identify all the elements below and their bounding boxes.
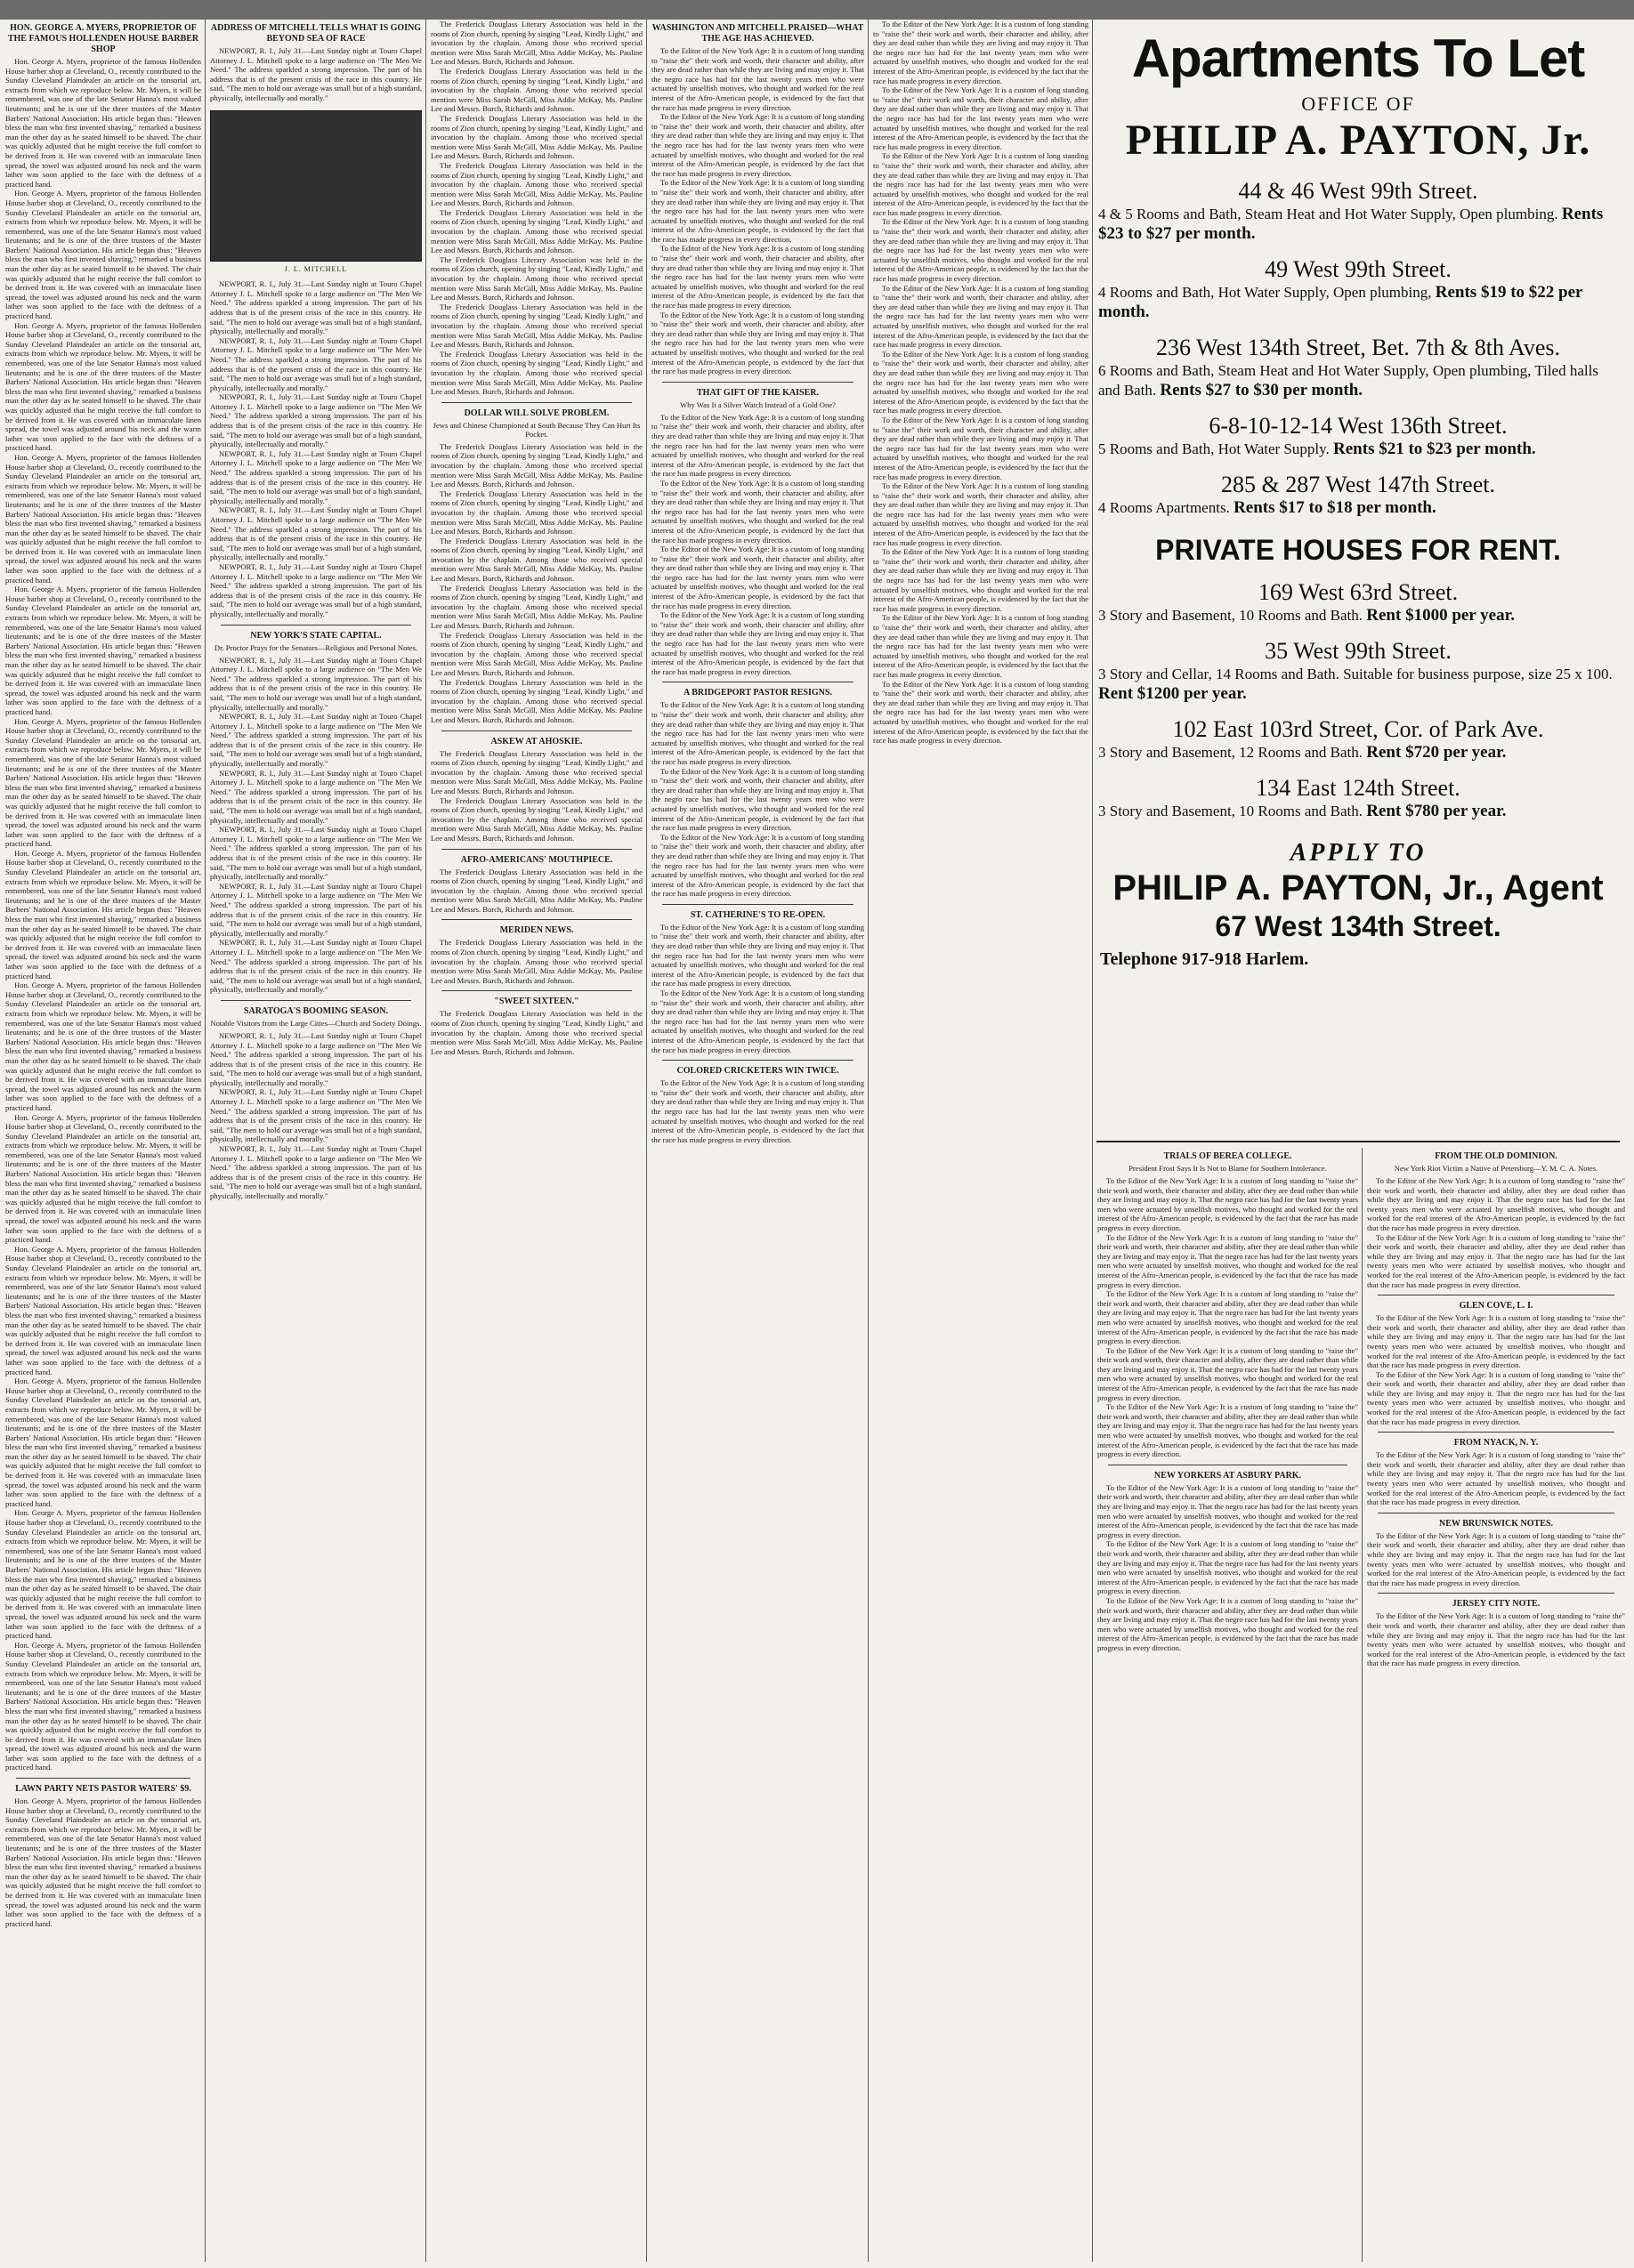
listing-detail xyxy=(1096,606,1620,626)
article-headline: THAT GIFT OF THE KAISER. xyxy=(697,387,819,398)
article-body-continued: Hon. George A. Myers, proprietor of the famous Hollenden House barber shop at Cleveland, O., recently contributed to the Sunday Cleveland Plaindealer an article on the tonsorial art, extracts from which we reproduce below. Mr. Myers, it will be remembered, was one of the late Senator Hanna's most valued lieutenants; and he is one of the three trustees of the Master Barbers' National Association. His article began thus: "Heaven bless the man who first invented shaving," remarked a business man the other day as he seated himself to be shaved. The chair was quickly adjusted that he might receive the full comfort to be derived from it. He was covered with an immaculate linen spread, the towel was adjusted around his neck and the warm lather was soon applied to the face with the deftness of a practiced hand. xyxy=(5,189,201,321)
article-body-continued: To the Editor of the New York Age: It is a custom of long standing to "raise the" their work and worth, their character and ability, after they are dead rather than while they are living and may enjoy it. That the negro race has had for the last twenty years men who were actuated by unselfish motives, who thought and worked for the real interest of the Afro-American people, is evidenced by the fact that the race has made progress in every direction. xyxy=(873,613,1088,679)
article-body-continued: NEWPORT, R. I., July 31.—Last Sunday night at Touro Chapel Attorney J. L. Mitchell spoke to a large audience on "The Men We Need." The address sparkled a strong impression. The part of his address that is of the present crisis of the race in this country. He said, "The men to hold our average was small but of a high standard, physically, intellectually and morally." xyxy=(210,768,422,825)
article-body-continued: NEWPORT, R. I., July 31.—Last Sunday night at Touro Chapel Attorney J. L. Mitchell spoke to a large audience on "The Men We Need." The address sparkled a strong impression. The part of his address that is of the present crisis of the race in this country. He said, "The men to hold our average was small but of a high standard, physically, intellectually and morally." xyxy=(210,825,422,882)
article-body-continued: The Frederick Douglass Literary Association was held in the rooms of Zion church, opening by singing "Lead, Kindly Light," and invocation by the chaplain. Among those who received special mention were Miss Sarah McGill, Miss Addie McKay, Ms. Pauline Lee and Messrs. Burch, Richards and Johnson. xyxy=(431,113,643,161)
article-body-continued: Hon. George A. Myers, proprietor of the famous Hollenden House barber shop at Cleveland, O., recently contributed to the Sunday Cleveland Plaindealer an article on the tonsorial art, extracts from which we reproduce below. Mr. Myers, it will be remembered, was one of the late Senator Hanna's most valued lieutenants; and he is one of the three trustees of the Master Barbers' National Association. His article began thus: "Heaven bless the man who first invented shaving," remarked a business man the other day as he seated himself to be shaved. The chair was quickly adjusted that he might receive the full comfort to be derived from it. He was covered with an immaculate linen spread, the towel was adjusted around his neck and the warm lather was soon applied to the face with the deftness of a practiced hand. xyxy=(5,981,201,1112)
column-rule xyxy=(646,20,647,2262)
listing-address: 134 East 124th Street. xyxy=(1256,775,1460,801)
article-headline: AFRO-AMERICANS' MOUTHPIECE. xyxy=(460,854,613,865)
listing-description: 4 Rooms Apartments. xyxy=(1098,499,1230,516)
article-body-continued: NEWPORT, R. I., July 31.—Last Sunday night at Touro Chapel Attorney J. L. Mitchell spoke to a large audience on "The Men We Need." The address sparkled a strong impression. The part of his address that is of the present crisis of the race in this country. He said, "The men to hold our average was small but of a high standard, physically, intellectually and morally." xyxy=(210,1087,422,1144)
article-headline: JERSEY CITY NOTE. xyxy=(1452,1599,1541,1610)
house-listing xyxy=(1096,775,1620,821)
article-body: To the Editor of the New York Age: It is a custom of long standing to "raise the" their work and worth, their character and ability, after they are dead rather than while they are living and may enjoy it. That the negro race has had for the last twenty years men who were actuated by unselfish motives, who thought and worked for the real interest of the Afro-American people, is evidenced by the fact that the race has made progress in every direction. xyxy=(1367,1313,1625,1370)
article-body-continued: The Frederick Douglass Literary Association was held in the rooms of Zion church, opening by singing "Lead, Kindly Light," and invocation by the chaplain. Among those who received special mention were Miss Sarah McGill, Miss Addie McKay, Ms. Pauline Lee and Messrs. Burch, Richards and Johnson. xyxy=(431,254,643,303)
listing-description: 3 Story and Basement, 12 Rooms and Bath. xyxy=(1098,744,1363,761)
article-headline: NEW YORKERS AT ASBURY PARK. xyxy=(1153,1470,1302,1481)
private-houses-heading: PRIVATE HOUSES FOR RENT. xyxy=(1155,534,1561,566)
article-body-continued: The Frederick Douglass Literary Association was held in the rooms of Zion church, opening by singing "Lead, Kindly Light," and invocation by the chaplain. Among those who received special mention were Miss Sarah McGill, Miss Addie McKay, Ms. Pauline Lee and Messrs. Burch, Richards and Johnson. xyxy=(431,349,643,397)
listing-rent: Rents $17 to $18 per month. xyxy=(1234,498,1436,517)
article-body-continued: To the Editor of the New York Age: It is a custom of long standing to "raise the" their work and worth, their character and ability, after they are dead rather than while they are living and may enjoy it. That the negro race has had for the last twenty years men who were actuated by unselfish motives, who thought and worked for the real interest of the Afro-American people, is evidenced by the fact that the race has made progress in every direction. xyxy=(1097,1232,1358,1289)
apartments-advertisement xyxy=(1096,20,1620,1141)
article-body-continued: The Frederick Douglass Literary Association was held in the rooms of Zion church, opening by singing "Lead, Kindly Light," and invocation by the chaplain. Among those who received special mention were Miss Sarah McGill, Miss Addie McKay, Ms. Pauline Lee and Messrs. Burch, Richards and Johnson. xyxy=(431,795,643,843)
ad-title: Apartments To Let xyxy=(1131,28,1585,88)
article-body: To the Editor of the New York Age: It is a custom of long standing to "raise the" their work and worth, their character and ability, after they are dead rather than while they are living and may enjoy it. That the negro race has had for the last twenty years men who were actuated by unselfish motives, who thought and worked for the real interest of the Afro-American people, is evidenced by the fact that the race has made progress in every direction. xyxy=(651,922,864,989)
column-3 xyxy=(431,20,643,2262)
listing-description: 3 Story and Cellar, 14 Rooms and Bath. Suitable for business purpose, size 25 x 100. xyxy=(1098,666,1613,682)
apartment-listing xyxy=(1096,178,1620,244)
photo-caption: J. L. MITCHELL xyxy=(284,264,348,273)
section-divider xyxy=(221,1000,411,1001)
article-body-continued: To the Editor of the New York Age: It is a custom of long standing to "raise the" their work and worth, their character and ability, after they are dead rather than while they are living and may enjoy it. That the negro race has had for the last twenty years men who were actuated by unselfish motives, who thought and worked for the real interest of the Afro-American people, is evidenced by the fact that the race has made progress in every direction. xyxy=(1097,1402,1358,1459)
article-body-continued: To the Editor of the New York Age: It is a custom of long standing to "raise the" their work and worth, their character and ability, after they are dead rather than while they are living and may enjoy it. That the negro race has had for the last twenty years men who were actuated by unselfish motives, who thought and worked for the real interest of the Afro-American people, is evidenced by the fact that the race has made progress in every direction. xyxy=(1367,1232,1625,1289)
article-body-continued: To the Editor of the New York Age: It is a custom of long standing to "raise the" their work and worth, their character and ability, after they are dead rather than while they are living and may enjoy it. That the negro race has had for the last twenty years men who were actuated by unselfish motives, who thought and worked for the real interest of the Afro-American people, is evidenced by the fact that the race has made progress in every direction. xyxy=(651,766,864,833)
article-body-continued: To the Editor of the New York Age: It is a custom of long standing to "raise the" their work and worth, their character and ability, after they are dead rather than while they are living and may enjoy it. That the negro race has had for the last twenty years men who were actuated by unselfish motives, who thought and worked for the real interest of the Afro-American people, is evidenced by the fact that the race has made progress in every direction. xyxy=(1367,1369,1625,1426)
article-body-continued: The Frederick Douglass Literary Association was held in the rooms of Zion church, opening by singing "Lead, Kindly Light," and invocation by the chaplain. Among those who received special mention were Miss Sarah McGill, Miss Addie McKay, Ms. Pauline Lee and Messrs. Burch, Richards and Johnson. xyxy=(431,677,643,724)
article-headline: MERIDEN NEWS. xyxy=(499,925,574,936)
article-body-continued: To the Editor of the New York Age: It is a custom of long standing to "raise the" their work and worth, their character and ability, after they are dead rather than while they are living and may enjoy it. That the negro race has had for the last twenty years men who were actuated by unselfish motives, who thought and worked for the real interest of the Afro-American people, is evidenced by the fact that the race has made progress in every direction. xyxy=(873,481,1088,547)
article-body: To the Editor of the New York Age: It is a custom of long standing to "raise the" their work and worth, their character and ability, after they are dead rather than while they are living and may enjoy it. That the negro race has had for the last twenty years men who were actuated by unselfish motives, who thought and worked for the real interest of the Afro-American people, is evidenced by the fact that the race has made progress in every direction. xyxy=(1367,1530,1625,1587)
article-body-continued: Hon. George A. Myers, proprietor of the famous Hollenden House barber shop at Cleveland, O., recently contributed to the Sunday Cleveland Plaindealer an article on the tonsorial art, extracts from which we reproduce below. Mr. Myers, it will be remembered, was one of the late Senator Hanna's most valued lieutenants; and he is one of the three trustees of the Master Barbers' National Association. His article began thus: "Heaven bless the man who first invented shaving," remarked a business man the other day as he seated himself to be shaved. The chair was quickly adjusted that he might receive the full comfort to be derived from it. He was covered with an immaculate linen spread, the towel was adjusted around his neck and the warm lather was soon applied to the face with the deftness of a practiced hand. xyxy=(5,716,201,849)
article-headline: HON. GEORGE A. MYERS, PROPRIETOR OF THE FAMOUS HOLLENDEN HOUSE BARBER SHOP xyxy=(7,23,199,54)
article-body-continued: NEWPORT, R. I., July 31.—Last Sunday night at Touro Chapel Attorney J. L. Mitchell spoke to a large audience on "The Men We Need." The address sparkled a strong impression. The part of his address that is of the present crisis of the race in this country. He said, "The men to hold our average was small but of a high standard, physically, intellectually and morally." xyxy=(210,1144,422,1200)
house-listing xyxy=(1096,638,1620,704)
article-body-continued: Hon. George A. Myers, proprietor of the famous Hollenden House barber shop at Cleveland, O., recently contributed to the Sunday Cleveland Plaindealer an article on the tonsorial art, extracts from which we reproduce below. Mr. Myers, it will be remembered, was one of the late Senator Hanna's most valued lieutenants; and he is one of the three trustees of the Master Barbers' National Association. His article began thus: "Heaven bless the man who first invented shaving," remarked a business man the other day as he seated himself to be shaved. The chair was quickly adjusted that he might receive the full comfort to be derived from it. He was covered with an immaculate linen spread, the towel was adjusted around his neck and the warm lather was soon applied to the face with the deftness of a practiced hand. xyxy=(5,1376,201,1508)
article-body-continued: To the Editor of the New York Age: It is a custom of long standing to "raise the" their work and worth, their character and ability, after they are dead rather than while they are living and may enjoy it. That the negro race has had for the last twenty years men who were actuated by unselfish motives, who thought and worked for the real interest of the Afro-American people, is evidenced by the fact that the race has made progress in every direction. xyxy=(651,545,864,610)
article-body-continued: The Frederick Douglass Literary Association was held in the rooms of Zion church, opening by singing "Lead, Kindly Light," and invocation by the chaplain. Among those who received special mention were Miss Sarah McGill, Miss Addie McKay, Ms. Pauline Lee and Messrs. Burch, Richards and Johnson. xyxy=(431,302,643,350)
page-header-strip xyxy=(0,0,1634,20)
article-body: The Frederick Douglass Literary Association was held in the rooms of Zion church, opening by singing "Lead, Kindly Light," and invocation by the chaplain. Among those who received special mention were Miss Sarah McGill, Miss Addie McKay, Ms. Pauline Lee and Messrs. Burch, Richards and Johnson. xyxy=(431,441,643,489)
listing-description: 4 & 5 Rooms and Bath, Steam Heat and Hot Water Supply, Open plumbing. xyxy=(1098,206,1558,222)
listing-description: 4 Rooms and Bath, Hot Water Supply, Open plumbing, xyxy=(1098,284,1432,301)
article-headline: COLORED CRICKETERS WIN TWICE. xyxy=(676,1066,839,1077)
listing-rent: Rent $1000 per year. xyxy=(1366,606,1516,625)
article-body: To the Editor of the New York Age: It is a custom of long standing to "raise the" their work and worth, their character and ability, after they are dead rather than while they are living and may enjoy it. That the negro race has had for the last twenty years men who were actuated by unselfish motives, who thought and worked for the real interest of the Afro-American people, is evidenced by the fact that the race has made progress in every direction. xyxy=(1367,1450,1625,1507)
article-body: To the Editor of the New York Age: It is a custom of long standing to "raise the" their work and worth, their character and ability, after they are dead rather than while they are living and may enjoy it. That the negro race has had for the last twenty years men who were actuated by unselfish motives, who thought and worked for the real interest of the Afro-American people, is evidenced by the fact that the race has made progress in every direction. xyxy=(651,412,864,479)
article-headline: "SWEET SIXTEEN." xyxy=(494,997,579,1007)
section-divider xyxy=(1378,1432,1614,1433)
article-body-continued: To the Editor of the New York Age: It is a custom of long standing to "raise the" their work and worth, their character and ability, after they are dead rather than while they are living and may enjoy it. That the negro race has had for the last twenty years men who were actuated by unselfish motives, who thought and worked for the real interest of the Afro-American people, is evidenced by the fact that the race has made progress in every direction. xyxy=(651,832,864,899)
listing-description: 3 Story and Basement, 10 Rooms and Bath. xyxy=(1098,803,1363,819)
agent-telephone: Telephone 917-918 Harlem. xyxy=(1100,949,1309,969)
column-4 xyxy=(651,20,864,2262)
article-headline: ADDRESS OF MITCHELL TELLS WHAT IS GOING BEYOND SEA OF RACE xyxy=(210,23,422,44)
section-divider xyxy=(441,402,632,403)
ad-office-label: OFFICE OF xyxy=(1301,93,1415,115)
column-rule xyxy=(868,20,869,2262)
article-body-continued: To the Editor of the New York Age: It is a custom of long standing to "raise the" their work and worth, their character and ability, after they are dead rather than while they are living and may enjoy it. That the negro race has had for the last twenty years men who were actuated by unselfish motives, who thought and worked for the real interest of the Afro-American people, is evidenced by the fact that the race has made progress in every direction. xyxy=(873,349,1088,416)
article-subhead: Why Was It a Silver Watch Instead of a Gold One? xyxy=(680,400,836,409)
listing-address: 35 West 99th Street. xyxy=(1265,638,1452,664)
article-subhead: Notable Visitors from the Large Cities—Church and Society Doings. xyxy=(210,1018,422,1028)
article-body-continued: To the Editor of the New York Age: It is a custom of long standing to "raise the" their work and worth, their character and ability, after they are dead rather than while they are living and may enjoy it. That the negro race has had for the last twenty years men who were actuated by unselfish motives, who thought and worked for the real interest of the Afro-American people, is evidenced by the fact that the race has made progress in every direction. xyxy=(651,610,864,676)
article-body-continued: NEWPORT, R. I., July 31.—Last Sunday night at Touro Chapel Attorney J. L. Mitchell spoke to a large audience on "The Men We Need." The address sparkled a strong impression. The part of his address that is of the present crisis of the race in this country. He said, "The men to hold our average was small but of a high standard, physically, intellectually and morally." xyxy=(210,335,422,392)
article-headline: WASHINGTON AND MITCHELL PRAISED—WHAT THE AGE HAS ACHIEVED. xyxy=(651,23,864,44)
ad-agent-name: PHILIP A. PAYTON, Jr. xyxy=(1125,117,1591,164)
listing-rent: Rent $1200 per year. xyxy=(1098,684,1247,703)
apartment-listing xyxy=(1096,413,1620,459)
article-body: To the Editor of the New York Age: It is a custom of long standing to "raise the" their work and worth, their character and ability, after they are dead rather than while they are living and may enjoy it. That the negro race has had for the last twenty years men who were actuated by unselfish motives, who thought and worked for the real interest of the Afro-American people, is evidenced by the fact that the race has made progress in every direction. xyxy=(1097,1482,1358,1539)
article-body-continued: The Frederick Douglass Literary Association was held in the rooms of Zion church, opening by singing "Lead, Kindly Light," and invocation by the chaplain. Among those who received special mention were Miss Sarah McGill, Miss Addie McKay, Ms. Pauline Lee and Messrs. Burch, Richards and Johnson. xyxy=(431,160,643,208)
article-body-continued: To the Editor of the New York Age: It is a custom of long standing to "raise the" their work and worth, their character and ability, after they are dead rather than while they are living and may enjoy it. That the negro race has had for the last twenty years men who were actuated by unselfish motives, who thought and worked for the real interest of the Afro-American people, is evidenced by the fact that the race has made progress in every direction. xyxy=(873,151,1088,217)
listing-detail xyxy=(1096,440,1620,459)
article-body-continued: To the Editor of the New York Age: It is a custom of long standing to "raise the" their work and worth, their character and ability, after they are dead rather than while they are living and may enjoy it. That the negro race has had for the last twenty years men who were actuated by unselfish motives, who thought and worked for the real interest of the Afro-American people, is evidenced by the fact that the race has made progress in every direction. xyxy=(873,415,1088,481)
article-body-continued: NEWPORT, R. I., July 31.—Last Sunday night at Touro Chapel Attorney J. L. Mitchell spoke to a large audience on "The Men We Need." The address sparkled a strong impression. The part of his address that is of the present crisis of the race in this country. He said, "The men to hold our average was small but of a high standard, physically, intellectually and morally." xyxy=(210,392,422,449)
article-headline: NEW BRUNSWICK NOTES. xyxy=(1439,1518,1553,1529)
listing-address: 102 East 103rd Street, Cor. of Park Ave. xyxy=(1172,716,1544,742)
article-body-continued: To the Editor of the New York Age: It is a custom of long standing to "raise the" their work and worth, their character and ability, after they are dead rather than while they are living and may enjoy it. That the negro race has had for the last twenty years men who were actuated by unselfish motives, who thought and worked for the real interest of the Afro-American people, is evidenced by the fact that the race has made progress in every direction. xyxy=(873,283,1088,350)
article-headline: FROM NYACK, N. Y. xyxy=(1453,1438,1539,1449)
article-body-continued: NEWPORT, R. I., July 31.—Last Sunday night at Touro Chapel Attorney J. L. Mitchell spoke to a large audience on "The Men We Need." The address sparkled a strong impression. The part of his address that is of the present crisis of the race in this country. He said, "The men to hold our average was small but of a high standard, physically, intellectually and morally." xyxy=(210,938,422,995)
article-body: To the Editor of the New York Age: It is a custom of long standing to "raise the" their work and worth, their character and ability, after they are dead rather than while they are living and may enjoy it. That the negro race has had for the last twenty years men who were actuated by unselfish motives, who thought and worked for the real interest of the Afro-American people, is evidenced by the fact that the race has made progress in every direction. xyxy=(651,700,864,766)
article-body-continued: To the Editor of the New York Age: It is a custom of long standing to "raise the" their work and worth, their character and ability, after they are dead rather than while they are living and may enjoy it. That the negro race has had for the last twenty years men who were actuated by unselfish motives, who thought and worked for the real interest of the Afro-American people, is evidenced by the fact that the race has made progress in every direction. xyxy=(651,310,864,376)
apartment-listing xyxy=(1096,472,1620,518)
article-body-continued: NEWPORT, R. I., July 31.—Last Sunday night at Touro Chapel Attorney J. L. Mitchell spoke to a large audience on "The Men We Need." The address sparkled a strong impression. The part of his address that is of the present crisis of the race in this country. He said, "The men to hold our average was small but of a high standard, physically, intellectually and morally." xyxy=(210,448,422,505)
section-divider xyxy=(441,730,632,731)
column-5 xyxy=(873,20,1088,2262)
section-divider xyxy=(221,625,411,626)
article-subhead: Jews and Chinese Championed at South Because They Can Hurt Its Pocket. xyxy=(433,420,641,439)
portrait-photo xyxy=(210,110,422,262)
section-divider xyxy=(441,919,632,920)
section-divider xyxy=(441,849,632,850)
article-headline: DOLLAR WILL SOLVE PROBLEM. xyxy=(464,408,610,418)
section-divider xyxy=(16,1778,190,1779)
listing-rent: Rents $27 to $30 per month. xyxy=(1160,381,1363,400)
article-body: To the Editor of the New York Age: It is a custom of long standing to "raise the" their work and worth, their character and ability, after they are dead rather than while they are living and may enjoy it. That the negro race has had for the last twenty years men who were actuated by unselfish motives, who thought and worked for the real interest of the Afro-American people, is evidenced by the fact that the race has made progress in every direction. xyxy=(1367,1176,1625,1232)
section-divider xyxy=(662,904,853,905)
listing-address: 6-8-10-12-14 West 136th Street. xyxy=(1209,413,1508,439)
article-body-continued: To the Editor of the New York Age: It is a custom of long standing to "raise the" their work and worth, their character and ability, after they are dead rather than while they are living and may enjoy it. That the negro race has had for the last twenty years men who were actuated by unselfish motives, who thought and worked for the real interest of the Afro-American people, is evidenced by the fact that the race has made progress in every direction. xyxy=(873,85,1088,151)
article-body-continued: To the Editor of the New York Age: It is a custom of long standing to "raise the" their work and worth, their character and ability, after they are dead rather than while they are living and may enjoy it. That the negro race has had for the last twenty years men who were actuated by unselfish motives, who thought and worked for the real interest of the Afro-American people, is evidenced by the fact that the race has made progress in every direction. xyxy=(1097,1289,1358,1346)
article-body-continued: The Frederick Douglass Literary Association was held in the rooms of Zion church, opening by singing "Lead, Kindly Light," and invocation by the chaplain. Among those who received special mention were Miss Sarah McGill, Miss Addie McKay, Ms. Pauline Lee and Messrs. Burch, Richards and Johnson. xyxy=(431,630,643,677)
article-subhead: President Frost Says It Is Not to Blame for Southern Intolerance. xyxy=(1128,1164,1327,1173)
article-body-continued: NEWPORT, R. I., July 31.—Last Sunday night at Touro Chapel Attorney J. L. Mitchell spoke to a large audience on "The Men We Need." The address sparkled a strong impression. The part of his address that is of the present crisis of the race in this country. He said, "The men to hold our average was small but of a high standard, physically, intellectually and morally." xyxy=(210,279,422,336)
section-divider xyxy=(441,990,632,991)
listing-detail xyxy=(1096,283,1620,322)
article-headline: SARATOGA'S BOOMING SEASON. xyxy=(243,1005,389,1016)
article-headline: ASKEW AT AHOSKIE. xyxy=(490,736,583,747)
article-body-continued: To the Editor of the New York Age: It is a custom of long standing to "raise the" their work and worth, their character and ability, after they are dead rather than while they are living and may enjoy it. That the negro race has had for the last twenty years men who were actuated by unselfish motives, who thought and worked for the real interest of the Afro-American people, is evidenced by the fact that the race has made progress in every direction. xyxy=(873,547,1088,613)
article-body-continued: Hon. George A. Myers, proprietor of the famous Hollenden House barber shop at Cleveland, O., recently contributed to the Sunday Cleveland Plaindealer an article on the tonsorial art, extracts from which we reproduce below. Mr. Myers, it will be remembered, was one of the late Senator Hanna's most valued lieutenants; and he is one of the three trustees of the Master Barbers' National Association. His article began thus: "Heaven bless the man who first invented shaving," remarked a business man the other day as he seated himself to be shaved. The chair was quickly adjusted that he might receive the full comfort to be derived from it. He was covered with an immaculate linen spread, the towel was adjusted around his neck and the warm lather was soon applied to the face with the deftness of a practiced hand. xyxy=(5,1640,201,1772)
listing-description: 6 Rooms and Bath, Steam Heat and Hot Water Supply, Open plumbing, Tiled halls and Bath. xyxy=(1098,362,1598,399)
article-body-continued: To the Editor of the New York Age: It is a custom of long standing to "raise the" their work and worth, their character and ability, after they are dead rather than while they are living and may enjoy it. That the negro race has had for the last twenty years men who were actuated by unselfish motives, who thought and worked for the real interest of the Afro-American people, is evidenced by the fact that the race has made progress in every direction. xyxy=(1097,1595,1358,1652)
article-body-continued: Hon. George A. Myers, proprietor of the famous Hollenden House barber shop at Cleveland, O., recently contributed to the Sunday Cleveland Plaindealer an article on the tonsorial art, extracts from which we reproduce below. Mr. Myers, it will be remembered, was one of the late Senator Hanna's most valued lieutenants; and he is one of the three trustees of the Master Barbers' National Association. His article began thus: "Heaven bless the man who first invented shaving," remarked a business man the other day as he seated himself to be shaved. The chair was quickly adjusted that he might receive the full comfort to be derived from it. He was covered with an immaculate linen spread, the towel was adjusted around his neck and the warm lather was soon applied to the face with the deftness of a practiced hand. xyxy=(5,848,201,981)
article-body-continued: To the Editor of the New York Age: It is a custom of long standing to "raise the" their work and worth, their character and ability, after they are dead rather than while they are living and may enjoy it. That the negro race has had for the last twenty years men who were actuated by unselfish motives, who thought and worked for the real interest of the Afro-American people, is evidenced by the fact that the race has made progress in every direction. xyxy=(873,217,1088,284)
listing-address: 169 West 63rd Street. xyxy=(1258,579,1459,605)
article-body: NEWPORT, R. I., July 31.—Last Sunday night at Touro Chapel Attorney J. L. Mitchell spoke to a large audience on "The Men We Need." The address sparkled a strong impression. The part of his address that is of the present crisis of the race in this country. He said, "The men to hold our average was small but of a high standard, physically, intellectually and morally." xyxy=(210,1030,422,1087)
article-headline: TRIALS OF BEREA COLLEGE. xyxy=(1163,1151,1292,1161)
article-body: NEWPORT, R. I., July 31.—Last Sunday night at Touro Chapel Attorney J. L. Mitchell spoke to a large audience on "The Men We Need." The address sparkled a strong impression. The part of his address that is of the present crisis of the race in this country. He said, "The men to hold our average was small but of a high standard, physically, intellectually and morally." xyxy=(210,655,422,712)
article-body-continued: The Frederick Douglass Literary Association was held in the rooms of Zion church, opening by singing "Lead, Kindly Light," and invocation by the chaplain. Among those who received special mention were Miss Sarah McGill, Miss Addie McKay, Ms. Pauline Lee and Messrs. Burch, Richards and Johnson. xyxy=(431,207,643,255)
article-body-continued: NEWPORT, R. I., July 31.—Last Sunday night at Touro Chapel Attorney J. L. Mitchell spoke to a large audience on "The Men We Need." The address sparkled a strong impression. The part of his address that is of the present crisis of the race in this country. He said, "The men to hold our average was small but of a high standard, physically, intellectually and morally." xyxy=(210,881,422,938)
article-headline: NEW YORK'S STATE CAPITAL. xyxy=(250,630,382,641)
article-headline: FROM THE OLD DOMINION. xyxy=(1435,1151,1557,1161)
column-7 xyxy=(1367,1148,1625,2262)
article-body: The Frederick Douglass Literary Association was held in the rooms of Zion church, opening by singing "Lead, Kindly Light," and invocation by the chaplain. Among those who received special mention were Miss Sarah McGill, Miss Addie McKay, Ms. Pauline Lee and Messrs. Burch, Richards and Johnson. xyxy=(431,1009,643,1056)
article-body-continued: NEWPORT, R. I., July 31.—Last Sunday night at Touro Chapel Attorney J. L. Mitchell spoke to a large audience on "The Men We Need." The address sparkled a strong impression. The part of his address that is of the present crisis of the race in this country. He said, "The men to hold our average was small but of a high standard, physically, intellectually and morally." xyxy=(210,561,422,618)
article-body-continued: To the Editor of the New York Age: It is a custom of long standing to "raise the" their work and worth, their character and ability, after they are dead rather than while they are living and may enjoy it. That the negro race has had for the last twenty years men who were actuated by unselfish motives, who thought and worked for the real interest of the Afro-American people, is evidenced by the fact that the race has made progress in every direction. xyxy=(651,112,864,178)
section-divider xyxy=(1378,1593,1614,1594)
listing-rent: Rent $720 per year. xyxy=(1366,743,1507,762)
article-body-continued: The Frederick Douglass Literary Association was held in the rooms of Zion church, opening by singing "Lead, Kindly Light," and invocation by the chaplain. Among those who received special mention were Miss Sarah McGill, Miss Addie McKay, Ms. Pauline Lee and Messrs. Burch, Richards and Johnson. xyxy=(431,488,643,537)
article-headline: LAWN PARTY NETS PASTOR WATERS' $9. xyxy=(15,1784,191,1795)
article-body: To the Editor of the New York Age: It is a custom of long standing to "raise the" their work and worth, their character and ability, after they are dead rather than while they are living and may enjoy it. That the negro race has had for the last twenty years men who were actuated by unselfish motives, who thought and worked for the real interest of the Afro-American people, is evidenced by the fact that the race has made progress in every direction. xyxy=(873,20,1088,85)
article-headline: ST. CATHERINE'S TO RE-OPEN. xyxy=(690,909,826,920)
listing-detail xyxy=(1096,205,1620,244)
apartment-listing xyxy=(1096,256,1620,322)
article-body: NEWPORT, R. I., July 31.—Last Sunday night at Touro Chapel Attorney J. L. Mitchell spoke to a large audience on "The Men We Need." The address sparkled a strong impression. The part of his address that is of the present crisis of the race in this country. He said, "The men to hold our average was small but of a high standard, physically, intellectually and morally." xyxy=(210,46,422,102)
article-body-continued: Hon. George A. Myers, proprietor of the famous Hollenden House barber shop at Cleveland, O., recently contributed to the Sunday Cleveland Plaindealer an article on the tonsorial art, extracts from which we reproduce below. Mr. Myers, it will be remembered, was one of the late Senator Hanna's most valued lieutenants; and he is one of the three trustees of the Master Barbers' National Association. His article began thus: "Heaven bless the man who first invented shaving," remarked a business man the other day as he seated himself to be shaved. The chair was quickly adjusted that he might receive the full comfort to be derived from it. He was covered with an immaculate linen spread, the towel was adjusted around his neck and the warm lather was soon applied to the face with the deftness of a practiced hand. xyxy=(5,585,201,716)
column-1 xyxy=(5,20,201,2262)
article-body-continued: Hon. George A. Myers, proprietor of the famous Hollenden House barber shop at Cleveland, O., recently contributed to the Sunday Cleveland Plaindealer an article on the tonsorial art, extracts from which we reproduce below. Mr. Myers, it will be remembered, was one of the late Senator Hanna's most valued lieutenants; and he is one of the three trustees of the Master Barbers' National Association. His article began thus: "Heaven bless the man who first invented shaving," remarked a business man the other day as he seated himself to be shaved. The chair was quickly adjusted that he might receive the full comfort to be derived from it. He was covered with an immaculate linen spread, the towel was adjusted around his neck and the warm lather was soon applied to the face with the deftness of a practiced hand. xyxy=(5,1508,201,1641)
article-body: To the Editor of the New York Age: It is a custom of long standing to "raise the" their work and worth, their character and ability, after they are dead rather than while they are living and may enjoy it. That the negro race has had for the last twenty years men who were actuated by unselfish motives, who thought and worked for the real interest of the Afro-American people, is evidenced by the fact that the race has made progress in every direction. xyxy=(651,46,864,112)
listing-address: 49 West 99th Street. xyxy=(1265,256,1452,282)
article-body: Hon. George A. Myers, proprietor of the famous Hollenden House barber shop at Cleveland, O., recently contributed to the Sunday Cleveland Plaindealer an article on the tonsorial art, extracts from which we reproduce below. Mr. Myers, it will be remembered, was one of the late Senator Hanna's most valued lieutenants; and he is one of the three trustees of the Master Barbers' National Association. His article began thus: "Heaven bless the man who first invented shaving," remarked a business man the other day as he seated himself to be shaved. The chair was quickly adjusted that he might receive the full comfort to be derived from it. He was covered with an immaculate linen spread, the towel was adjusted around his neck and the warm lather was soon applied to the face with the deftness of a practiced hand. xyxy=(5,57,201,189)
article-body-continued: To the Editor of the New York Age: It is a custom of long standing to "raise the" their work and worth, their character and ability, after they are dead rather than while they are living and may enjoy it. That the negro race has had for the last twenty years men who were actuated by unselfish motives, who thought and worked for the real interest of the Afro-American people, is evidenced by the fact that the race has made progress in every direction. xyxy=(651,478,864,545)
listing-detail xyxy=(1096,361,1620,400)
column-rule xyxy=(1092,20,1093,2262)
article-body-continued: Hon. George A. Myers, proprietor of the famous Hollenden House barber shop at Cleveland, O., recently contributed to the Sunday Cleveland Plaindealer an article on the tonsorial art, extracts from which we reproduce below. Mr. Myers, it will be remembered, was one of the late Senator Hanna's most valued lieutenants; and he is one of the three trustees of the Master Barbers' National Association. His article began thus: "Heaven bless the man who first invented shaving," remarked a business man the other day as he seated himself to be shaved. The chair was quickly adjusted that he might receive the full comfort to be derived from it. He was covered with an immaculate linen spread, the towel was adjusted around his neck and the warm lather was soon applied to the face with the deftness of a practiced hand. xyxy=(5,1112,201,1245)
article-body-continued: To the Editor of the New York Age: It is a custom of long standing to "raise the" their work and worth, their character and ability, after they are dead rather than while they are living and may enjoy it. That the negro race has had for the last twenty years men who were actuated by unselfish motives, who thought and worked for the real interest of the Afro-American people, is evidenced by the fact that the race has made progress in every direction. xyxy=(873,679,1088,746)
section-divider xyxy=(662,382,853,383)
article-body-continued: Hon. George A. Myers, proprietor of the famous Hollenden House barber shop at Cleveland, O., recently contributed to the Sunday Cleveland Plaindealer an article on the tonsorial art, extracts from which we reproduce below. Mr. Myers, it will be remembered, was one of the late Senator Hanna's most valued lieutenants; and he is one of the three trustees of the Master Barbers' National Association. His article began thus: "Heaven bless the man who first invented shaving," remarked a business man the other day as he seated himself to be shaved. The chair was quickly adjusted that he might receive the full comfort to be derived from it. He was covered with an immaculate linen spread, the towel was adjusted around his neck and the warm lather was soon applied to the face with the deftness of a practiced hand. xyxy=(5,452,201,585)
listing-detail xyxy=(1096,802,1620,821)
article-body: The Frederick Douglass Literary Association was held in the rooms of Zion church, opening by singing "Lead, Kindly Light," and invocation by the chaplain. Among those who received special mention were Miss Sarah McGill, Miss Addie McKay, Ms. Pauline Lee and Messrs. Burch, Richards and Johnson. xyxy=(431,20,643,67)
article-headline: GLEN COVE, L. I. xyxy=(1459,1301,1533,1312)
listing-address: 285 & 287 West 147th Street. xyxy=(1221,472,1495,497)
article-body: Hon. George A. Myers, proprietor of the famous Hollenden House barber shop at Cleveland, O., recently contributed to the Sunday Cleveland Plaindealer an article on the tonsorial art, extracts from which we reproduce below. Mr. Myers, it will be remembered, was one of the late Senator Hanna's most valued lieutenants; and he is one of the three trustees of the Master Barbers' National Association. His article began thus: "Heaven bless the man who first invented shaving," remarked a business man the other day as he seated himself to be shaved. The chair was quickly adjusted that he might receive the full comfort to be derived from it. He was covered with an immaculate linen spread, the towel was adjusted around his neck and the warm lather was soon applied to the face with the deftness of a practiced hand. xyxy=(5,1796,201,1928)
article-body: To the Editor of the New York Age: It is a custom of long standing to "raise the" their work and worth, their character and ability, after they are dead rather than while they are living and may enjoy it. That the negro race has had for the last twenty years men who were actuated by unselfish motives, who thought and worked for the real interest of the Afro-American people, is evidenced by the fact that the race has made progress in every direction. xyxy=(1097,1176,1358,1232)
article-body-continued: Hon. George A. Myers, proprietor of the famous Hollenden House barber shop at Cleveland, O., recently contributed to the Sunday Cleveland Plaindealer an article on the tonsorial art, extracts from which we reproduce below. Mr. Myers, it will be remembered, was one of the late Senator Hanna's most valued lieutenants; and he is one of the three trustees of the Master Barbers' National Association. His article began thus: "Heaven bless the man who first invented shaving," remarked a business man the other day as he seated himself to be shaved. The chair was quickly adjusted that he might receive the full comfort to be derived from it. He was covered with an immaculate linen spread, the towel was adjusted around his neck and the warm lather was soon applied to the face with the deftness of a practiced hand. xyxy=(5,320,201,453)
listing-rent: Rents $21 to $23 per month. xyxy=(1333,440,1536,458)
article-body-continued: To the Editor of the New York Age: It is a custom of long standing to "raise the" their work and worth, their character and ability, after they are dead rather than while they are living and may enjoy it. That the negro race has had for the last twenty years men who were actuated by unselfish motives, who thought and worked for the real interest of the Afro-American people, is evidenced by the fact that the race has made progress in every direction. xyxy=(1097,1345,1358,1402)
column-2 xyxy=(210,20,422,2262)
listing-detail xyxy=(1096,743,1620,763)
house-listing xyxy=(1096,579,1620,626)
article-body-continued: To the Editor of the New York Age: It is a custom of long standing to "raise the" their work and worth, their character and ability, after they are dead rather than while they are living and may enjoy it. That the negro race has had for the last twenty years men who were actuated by unselfish motives, who thought and worked for the real interest of the Afro-American people, is evidenced by the fact that the race has made progress in every direction. xyxy=(651,989,864,1054)
listing-detail xyxy=(1096,665,1620,704)
listing-address: 236 West 134th Street, Bet. 7th & 8th Aves. xyxy=(1155,335,1561,360)
column-rule xyxy=(1362,1148,1363,2262)
listing-rent: Rents $23 to $27 per month. xyxy=(1098,205,1604,243)
apartment-listing xyxy=(1096,335,1620,400)
article-body-continued: The Frederick Douglass Literary Association was held in the rooms of Zion church, opening by singing "Lead, Kindly Light," and invocation by the chaplain. Among those who received special mention were Miss Sarah McGill, Miss Addie McKay, Ms. Pauline Lee and Messrs. Burch, Richards and Johnson. xyxy=(431,583,643,631)
listing-detail xyxy=(1096,498,1620,518)
article-subhead: Dr. Proctor Prays for the Senators—Religious and Personal Notes. xyxy=(214,642,418,652)
article-body: The Frederick Douglass Literary Association was held in the rooms of Zion church, opening by singing "Lead, Kindly Light," and invocation by the chaplain. Among those who received special mention were Miss Sarah McGill, Miss Addie McKay, Ms. Pauline Lee and Messrs. Burch, Richards and Johnson. xyxy=(431,748,643,795)
article-body-continued: Hon. George A. Myers, proprietor of the famous Hollenden House barber shop at Cleveland, O., recently contributed to the Sunday Cleveland Plaindealer an article on the tonsorial art, extracts from which we reproduce below. Mr. Myers, it will be remembered, was one of the late Senator Hanna's most valued lieutenants; and he is one of the three trustees of the Master Barbers' National Association. His article began thus: "Heaven bless the man who first invented shaving," remarked a business man the other day as he seated himself to be shaved. The chair was quickly adjusted that he might receive the full comfort to be derived from it. He was covered with an immaculate linen spread, the towel was adjusted around his neck and the warm lather was soon applied to the face with the deftness of a practiced hand. xyxy=(5,1244,201,1376)
article-body-continued: To the Editor of the New York Age: It is a custom of long standing to "raise the" their work and worth, their character and ability, after they are dead rather than while they are living and may enjoy it. That the negro race has had for the last twenty years men who were actuated by unselfish motives, who thought and worked for the real interest of the Afro-American people, is evidenced by the fact that the race has made progress in every direction. xyxy=(1097,1539,1358,1596)
column-6 xyxy=(1097,1148,1358,2262)
agent-name: PHILIP A. PAYTON, Jr., Agent xyxy=(1112,868,1604,908)
section-divider xyxy=(662,1060,853,1061)
article-body: The Frederick Douglass Literary Association was held in the rooms of Zion church, opening by singing "Lead, Kindly Light," and invocation by the chaplain. Among those who received special mention were Miss Sarah McGill, Miss Addie McKay, Ms. Pauline Lee and Messrs. Burch, Richards and Johnson. xyxy=(431,938,643,985)
article-body-continued: To the Editor of the New York Age: It is a custom of long standing to "raise the" their work and worth, their character and ability, after they are dead rather than while they are living and may enjoy it. That the negro race has had for the last twenty years men who were actuated by unselfish motives, who thought and worked for the real interest of the Afro-American people, is evidenced by the fact that the race has made progress in every direction. xyxy=(651,178,864,244)
article-body-continued: NEWPORT, R. I., July 31.—Last Sunday night at Touro Chapel Attorney J. L. Mitchell spoke to a large audience on "The Men We Need." The address sparkled a strong impression. The part of his address that is of the present crisis of the race in this country. He said, "The men to hold our average was small but of a high standard, physically, intellectually and morally." xyxy=(210,505,422,562)
article-body-continued: The Frederick Douglass Literary Association was held in the rooms of Zion church, opening by singing "Lead, Kindly Light," and invocation by the chaplain. Among those who received special mention were Miss Sarah McGill, Miss Addie McKay, Ms. Pauline Lee and Messrs. Burch, Richards and Johnson. xyxy=(431,536,643,584)
article-subhead: New York Riot Victim a Native of Petersburg—Y. M. C. A. Notes. xyxy=(1394,1164,1598,1173)
listing-address: 44 & 46 West 99th Street. xyxy=(1238,178,1478,204)
agent-address: 67 West 134th Street. xyxy=(1215,910,1501,942)
column-rule xyxy=(425,20,426,2262)
listing-description: 3 Story and Basement, 10 Rooms and Bath. xyxy=(1098,607,1363,624)
column-rule xyxy=(205,20,206,2262)
apply-to-label: APPLY TO xyxy=(1290,839,1427,867)
article-body-continued: To the Editor of the New York Age: It is a custom of long standing to "raise the" their work and worth, their character and ability, after they are dead rather than while they are living and may enjoy it. That the negro race has had for the last twenty years men who were actuated by unselfish motives, who thought and worked for the real interest of the Afro-American people, is evidenced by the fact that the race has made progress in every direction. xyxy=(651,244,864,311)
listing-description: 5 Rooms and Bath, Hot Water Supply. xyxy=(1098,440,1330,457)
article-body-continued: The Frederick Douglass Literary Association was held in the rooms of Zion church, opening by singing "Lead, Kindly Light," and invocation by the chaplain. Among those who received special mention were Miss Sarah McGill, Miss Addie McKay, Ms. Pauline Lee and Messrs. Burch, Richards and Johnson. xyxy=(431,66,643,114)
article-body-continued: NEWPORT, R. I., July 31.—Last Sunday night at Touro Chapel Attorney J. L. Mitchell spoke to a large audience on "The Men We Need." The address sparkled a strong impression. The part of his address that is of the present crisis of the race in this country. He said, "The men to hold our average was small but of a high standard, physically, intellectually and morally." xyxy=(210,712,422,769)
listing-rent: Rents $19 to $22 per month. xyxy=(1098,283,1583,321)
house-listing xyxy=(1096,716,1620,763)
ad-bottom-border xyxy=(1096,1141,1620,1142)
article-headline: A BRIDGEPORT PASTOR RESIGNS. xyxy=(684,688,832,698)
article-body: To the Editor of the New York Age: It is a custom of long standing to "raise the" their work and worth, their character and ability, after they are dead rather than while they are living and may enjoy it. That the negro race has had for the last twenty years men who were actuated by unselfish motives, who thought and worked for the real interest of the Afro-American people, is evidenced by the fact that the race has made progress in every direction. xyxy=(1367,1611,1625,1668)
article-body: The Frederick Douglass Literary Association was held in the rooms of Zion church, opening by singing "Lead, Kindly Light," and invocation by the chaplain. Among those who received special mention were Miss Sarah McGill, Miss Addie McKay, Ms. Pauline Lee and Messrs. Burch, Richards and Johnson. xyxy=(431,867,643,914)
article-body: To the Editor of the New York Age: It is a custom of long standing to "raise the" their work and worth, their character and ability, after they are dead rather than while they are living and may enjoy it. That the negro race has had for the last twenty years men who were actuated by unselfish motives, who thought and worked for the real interest of the Afro-American people, is evidenced by the fact that the race has made progress in every direction. xyxy=(651,1078,864,1144)
listing-rent: Rent $780 per year. xyxy=(1366,802,1507,820)
